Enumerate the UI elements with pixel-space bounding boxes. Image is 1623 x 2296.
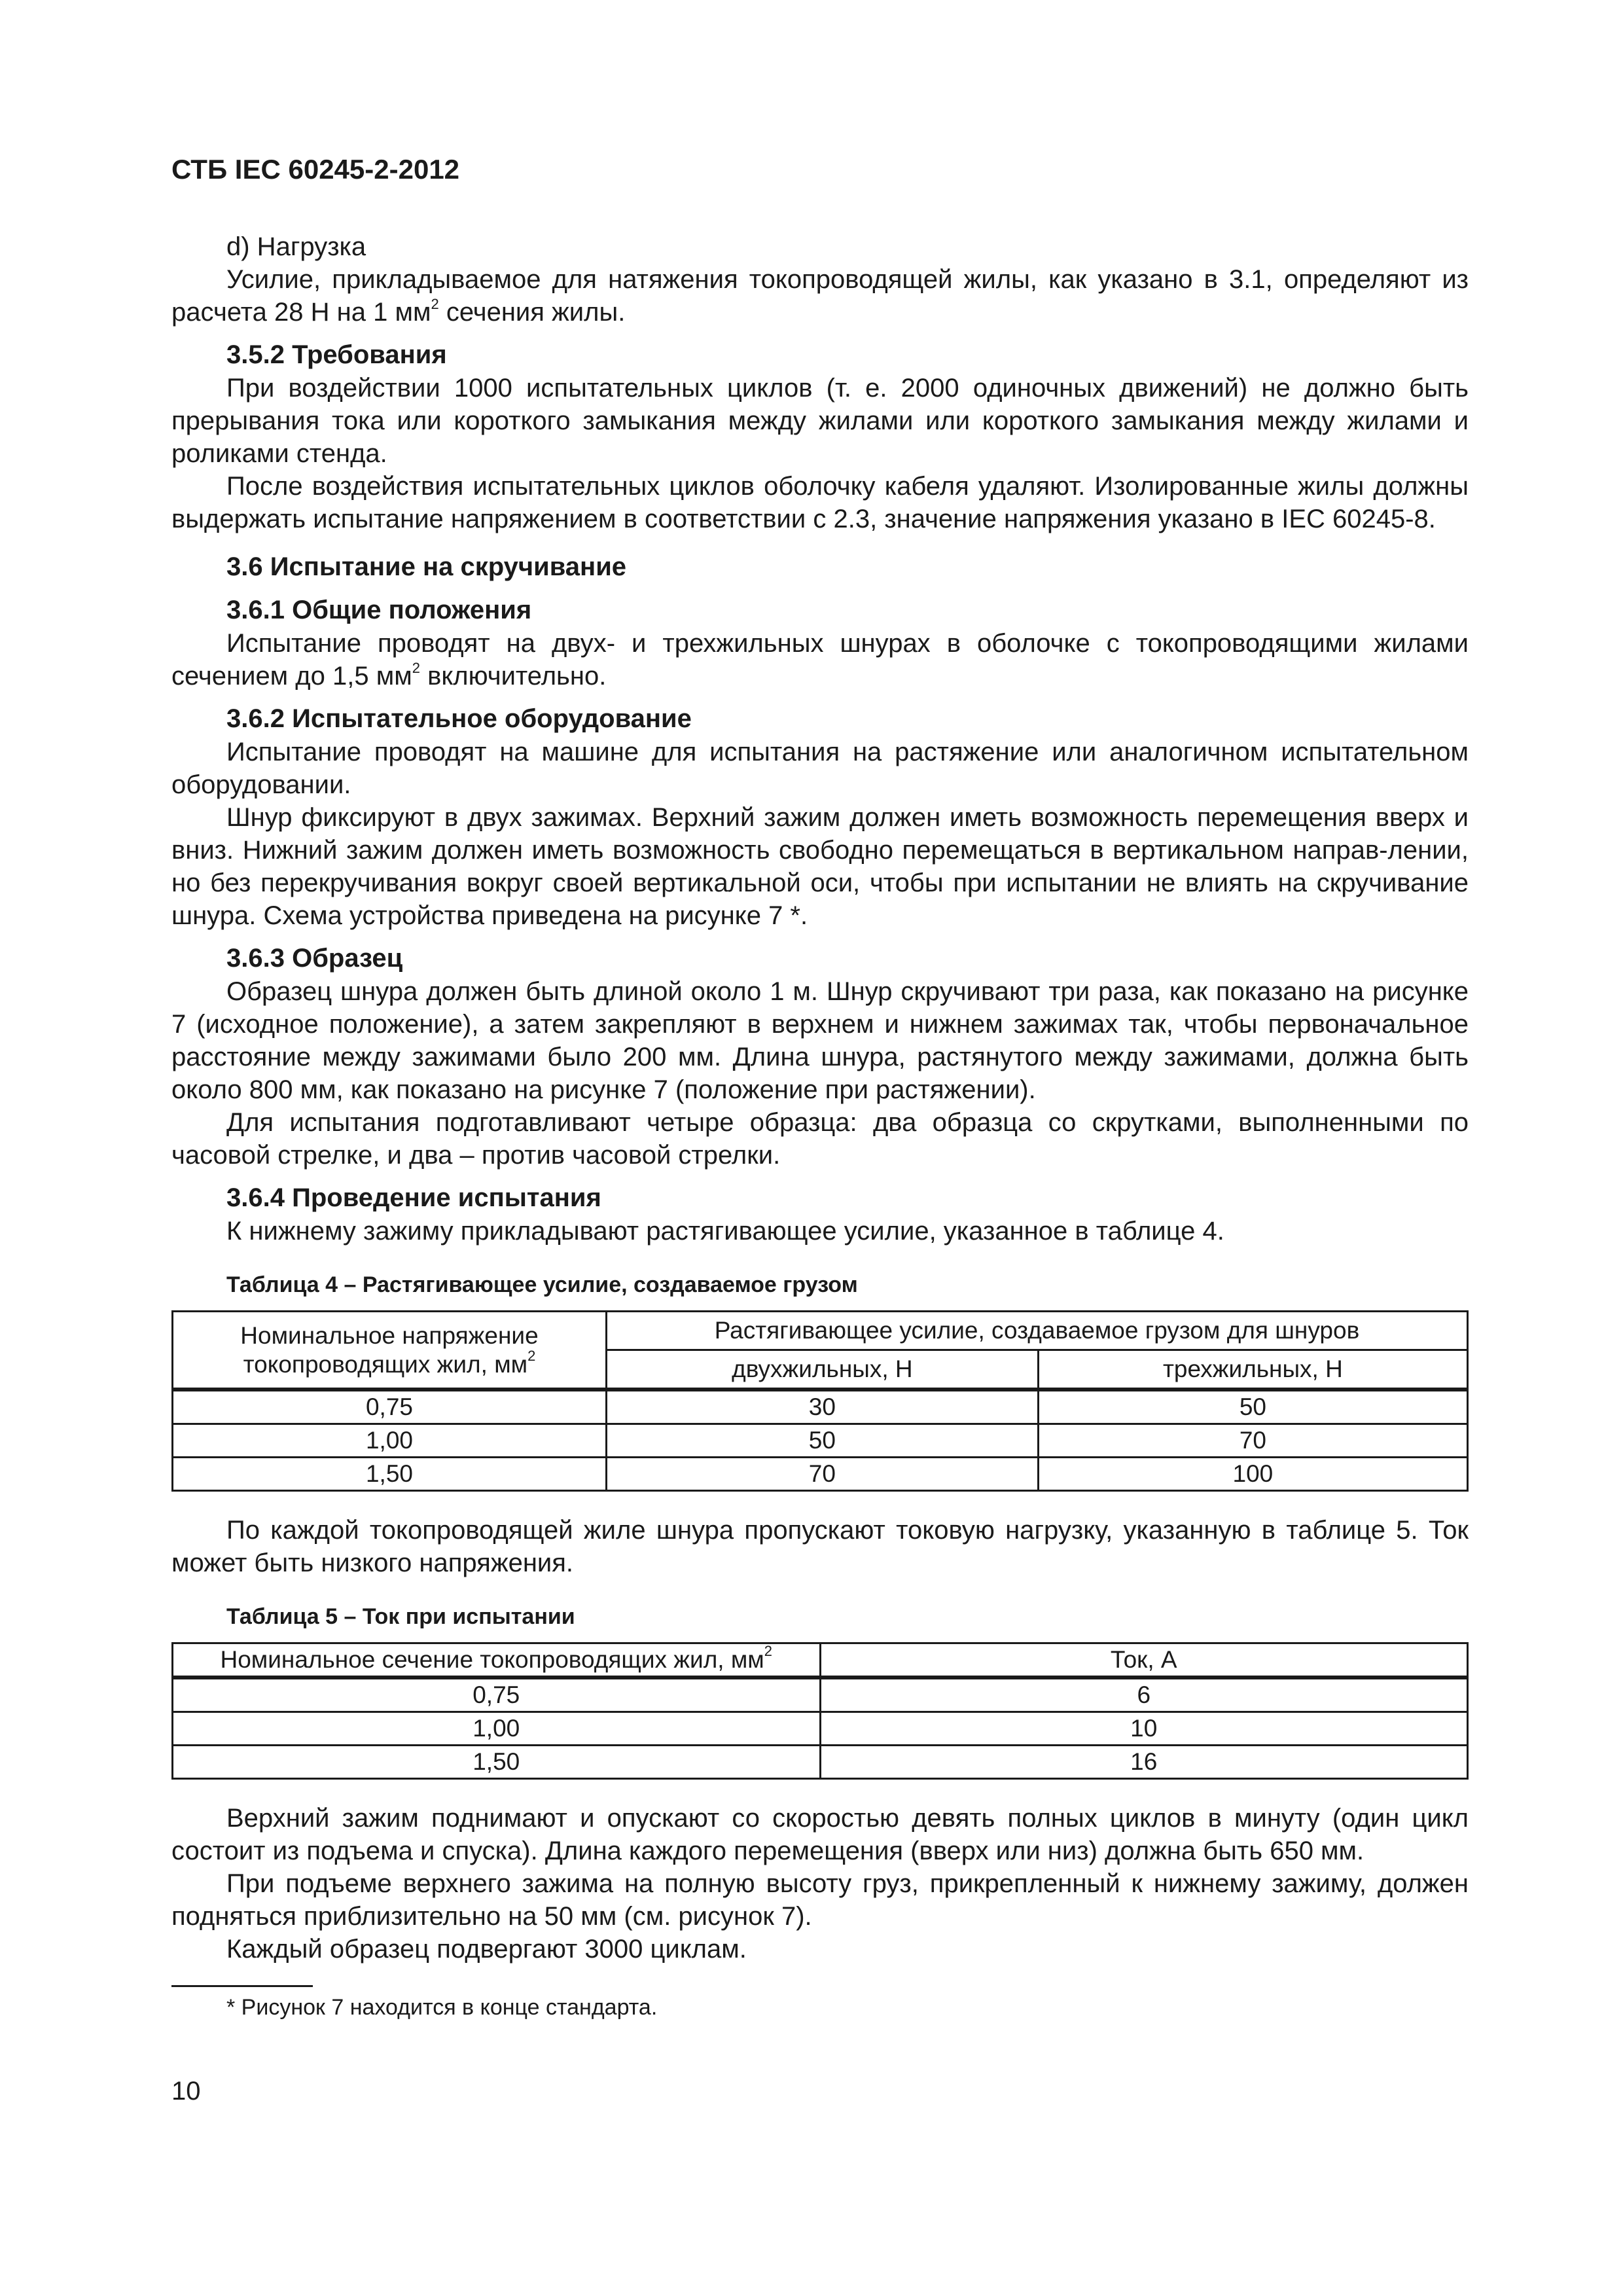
footnote: * Рисунок 7 находится в конце стандарта. (226, 1995, 658, 2020)
table-cell: 70 (606, 1458, 1038, 1491)
table-row (173, 1677, 1468, 1712)
section-3-6-4-paragraph-1: К нижнему зажиму прикладывают растягивающее усилие, указанное в таблице 4. (226, 1217, 1224, 1246)
section-3-6-title: 3.6 Испытание на скручивание (226, 552, 627, 581)
table-row (173, 1746, 1468, 1779)
section-3-6-4-title: 3.6.4 Проведение испытания (226, 1183, 601, 1212)
closing-paragraph-3: Каждый образец подвергают 3000 циклам. (226, 1935, 747, 1964)
table-5-header-section: Номинальное сечение токопроводящих жил, $мм^2$ (173, 1643, 821, 1678)
load-paragraph: Усилие, прикладываемое для натяжения токопроводящей жилы, как указано в 3.1, определяют из расчета 28 Н на 1 $мм^2$ сечения жилы. (171, 265, 1469, 327)
section-3-5-2-paragraph-1: При воздействии 1000 испытательных циклов (т. е. 2000 одиночных движений) не должно быть прерывания тока или короткого замыкания между жилами или короткого замыкания между жилами и роликами стенда. (171, 374, 1469, 468)
table-4-header-two-core: двухжильных, Н (606, 1350, 1038, 1390)
section-3-5-2-paragraph-2: После воздействия испытательных циклов оболочку кабеля удаляют. Изолированные жилы должны выдержать испытание напряжением в соответствии с 2.3, значение напряжения указано в IEC 60245-8. (171, 472, 1469, 533)
table-4 (171, 1310, 1469, 1492)
paragraph-after-table-4: По каждой токопроводящей жиле шнура пропускают токовую нагрузку, указанную в таблице 5. Ток может быть низкого напряжения. (171, 1516, 1469, 1577)
closing-paragraph-1: Верхний зажим поднимают и опускают со скоростью девять полных циклов в минуту (один цикл состоит из подъема и спуска). Длина каждого перемещения (вверх или низ) должна быть 650 мм. (171, 1804, 1469, 1865)
section-3-6-1-title: 3.6.1 Общие положения (226, 596, 532, 624)
table-cell: 16 (820, 1746, 1468, 1779)
page-number: 10 (171, 2077, 201, 2106)
section-3-6-2-paragraph-1: Испытание проводят на машине для испытания на растяжение или аналогичном испытательном оборудовании. (171, 738, 1469, 799)
table-row (173, 1458, 1468, 1491)
table-5 (171, 1642, 1469, 1780)
document-body (171, 230, 1469, 2024)
table-4-header-force-group: Растягивающее усилие, создаваемое грузом для шнуров (606, 1312, 1467, 1350)
superscript-2: 2 (431, 296, 439, 312)
section-3-6-3-paragraph-2: Для испытания подготавливают четыре образца: два образца со скрутками, выполненными по часовой стрелке, и два – против часовой стрелки. (171, 1108, 1469, 1170)
subitem-d-label: d) Нагрузка (226, 232, 366, 261)
table-row (173, 1424, 1468, 1458)
table-4-header-three-core: трехжильных, Н (1038, 1350, 1467, 1390)
section-3-6-1-paragraph: Испытание проводят на двух- и трехжильных шнурах в оболочке с токопроводящими жилами сечением до 1,5 $мм^2$ включительно. (171, 629, 1469, 691)
section-3-5-2-title: 3.5.2 Требования (226, 340, 447, 369)
table-cell: 30 (606, 1390, 1038, 1424)
section-3-6-2-paragraph-2: Шнур фиксируют в двух зажимах. Верхний зажим должен иметь возможность перемещения вверх и вниз. Нижний зажим должен иметь возможность свободно перемещаться в вертикальном направ-лении, но без перекручивания вокруг своей вертикальной оси, чтобы при испытании не влиять на скручивание шнура. Схема устройства приведена на рисунке 7 *. (171, 803, 1469, 930)
table-cell: 0,75 (173, 1390, 607, 1424)
table-row (173, 1712, 1468, 1746)
table-cell: 1,50 (173, 1458, 607, 1491)
table-cell: 1,50 (173, 1746, 821, 1779)
table-cell: 50 (606, 1424, 1038, 1458)
superscript-2: 2 (412, 660, 420, 676)
table-cell: 1,00 (173, 1424, 607, 1458)
table-4-header-voltage: Номинальное напряжение токопроводящих жил, $мм^2$ (173, 1312, 607, 1390)
table-5-caption: Таблица 5 – Ток при испытании (226, 1604, 575, 1629)
document-code-header: СТБ IEC 60245-2-2012 (171, 154, 460, 185)
closing-paragraph-2: При подъеме верхнего зажима на полную высоту груз, прикрепленный к нижнему зажиму, должен подняться приблизительно на 50 мм (см. рисунок 7). (171, 1869, 1469, 1931)
table-cell: 10 (820, 1712, 1468, 1746)
table-cell: 100 (1038, 1458, 1467, 1491)
table-cell: 6 (820, 1677, 1468, 1712)
table-cell: 70 (1038, 1424, 1467, 1458)
table-cell: 1,00 (173, 1712, 821, 1746)
section-3-6-2-title: 3.6.2 Испытательное оборудование (226, 704, 692, 733)
table-5-header-current: Ток, А (820, 1643, 1468, 1678)
footnote-separator (171, 1985, 313, 1987)
table-cell: 0,75 (173, 1677, 821, 1712)
table-row (173, 1390, 1468, 1424)
section-3-6-3-title: 3.6.3 Образец (226, 944, 403, 973)
table-4-caption: Таблица 4 – Растягивающее усилие, создаваемое грузом (226, 1272, 858, 1297)
section-3-6-3-paragraph-1: Образец шнура должен быть длиной около 1 м. Шнур скручивают три раза, как показано на рисунке 7 (исходное положение), а затем закрепляют в верхнем и нижнем зажимах так, чтобы первоначальное расстояние между зажимами было 200 мм. Длина шнура, растянутого между зажимами, должна быть около 800 мм, как показано на рисунке 7 (положение при растяжении). (171, 977, 1469, 1104)
table-cell: 50 (1038, 1390, 1467, 1424)
